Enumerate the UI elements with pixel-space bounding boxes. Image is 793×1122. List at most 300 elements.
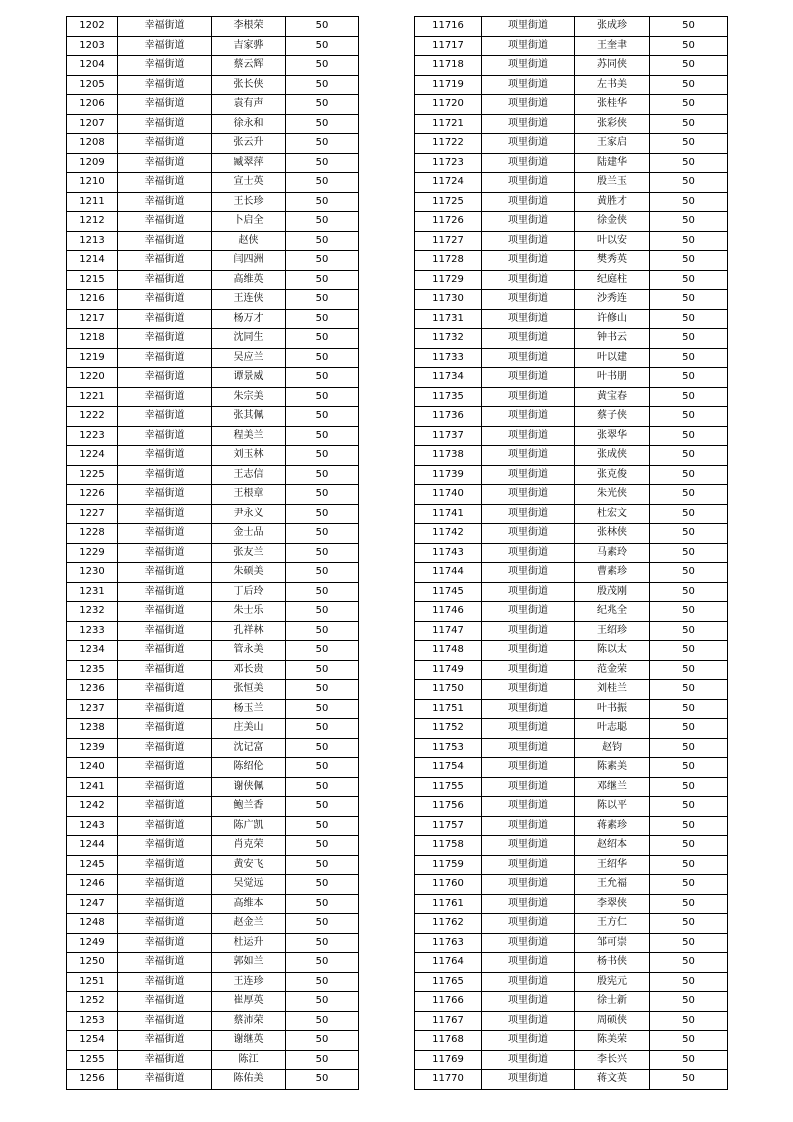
table-row: [415, 582, 728, 602]
name-cell: 周硕侠: [575, 1011, 650, 1031]
amount-cell: 50: [650, 426, 728, 446]
table-row: [67, 114, 359, 134]
table-row: [67, 582, 359, 602]
right-roster-table: [414, 16, 728, 1090]
name-cell: 尹永义: [212, 504, 286, 524]
amount-cell: 50: [286, 75, 359, 95]
street-cell: 幸福街道: [118, 446, 212, 466]
amount-cell: 50: [286, 738, 359, 758]
name-cell: 黄安飞: [212, 855, 286, 875]
amount-cell: 50: [650, 75, 728, 95]
table-row: [415, 543, 728, 563]
amount-cell: 50: [650, 758, 728, 778]
row-number-cell: 1241: [67, 777, 118, 797]
table-row: [415, 680, 728, 700]
amount-cell: 50: [286, 641, 359, 661]
amount-cell: 50: [650, 173, 728, 193]
table-row: [67, 134, 359, 154]
name-cell: 孔祥林: [212, 621, 286, 641]
street-cell: 幸福街道: [118, 212, 212, 232]
amount-cell: 50: [650, 602, 728, 622]
table-row: [415, 777, 728, 797]
table-row: [415, 836, 728, 856]
row-number-cell: 1250: [67, 953, 118, 973]
name-cell: 崔厚英: [212, 992, 286, 1012]
street-cell: 幸福街道: [118, 153, 212, 173]
street-cell: 幸福街道: [118, 75, 212, 95]
row-number-cell: 11744: [415, 563, 482, 583]
amount-cell: 50: [286, 251, 359, 271]
row-number-cell: 1247: [67, 894, 118, 914]
name-cell: 陆建华: [575, 153, 650, 173]
name-cell: 沙秀连: [575, 290, 650, 310]
street-cell: 项里街道: [482, 543, 575, 563]
row-number-cell: 11740: [415, 485, 482, 505]
row-number-cell: 11721: [415, 114, 482, 134]
table-row: [67, 329, 359, 349]
table-row: [67, 153, 359, 173]
street-cell: 幸福街道: [118, 621, 212, 641]
street-cell: 项里街道: [482, 446, 575, 466]
street-cell: 幸福街道: [118, 563, 212, 583]
name-cell: 李长兴: [575, 1050, 650, 1070]
street-cell: 项里街道: [482, 212, 575, 232]
name-cell: 王志信: [212, 465, 286, 485]
street-cell: 项里街道: [482, 894, 575, 914]
name-cell: 谢侠佩: [212, 777, 286, 797]
row-number-cell: 11720: [415, 95, 482, 115]
name-cell: 邹可崇: [575, 933, 650, 953]
table-row: [67, 641, 359, 661]
amount-cell: 50: [650, 992, 728, 1012]
table-row: [415, 134, 728, 154]
table-row: [415, 251, 728, 271]
street-cell: 幸福街道: [118, 914, 212, 934]
amount-cell: 50: [650, 95, 728, 115]
table-row: [415, 1011, 728, 1031]
street-cell: 项里街道: [482, 992, 575, 1012]
table-row: [415, 407, 728, 427]
name-cell: 赵侠: [212, 231, 286, 251]
amount-cell: 50: [286, 933, 359, 953]
street-cell: 幸福街道: [118, 641, 212, 661]
name-cell: 王长珍: [212, 192, 286, 212]
name-cell: 朱光侠: [575, 485, 650, 505]
row-number-cell: 1207: [67, 114, 118, 134]
table-row: [415, 212, 728, 232]
table-row: [415, 387, 728, 407]
street-cell: 项里街道: [482, 699, 575, 719]
table-row: [67, 816, 359, 836]
table-row: [67, 621, 359, 641]
street-cell: 幸福街道: [118, 465, 212, 485]
row-number-cell: 1204: [67, 56, 118, 76]
street-cell: 项里街道: [482, 602, 575, 622]
row-number-cell: 1240: [67, 758, 118, 778]
table-row: [67, 309, 359, 329]
amount-cell: 50: [650, 1031, 728, 1051]
name-cell: 陈佑美: [212, 1070, 286, 1090]
amount-cell: 50: [286, 972, 359, 992]
amount-cell: 50: [286, 134, 359, 154]
street-cell: 幸福街道: [118, 309, 212, 329]
amount-cell: 50: [650, 777, 728, 797]
row-number-cell: 11742: [415, 524, 482, 544]
row-number-cell: 11739: [415, 465, 482, 485]
name-cell: 陈以平: [575, 797, 650, 817]
row-number-cell: 1236: [67, 680, 118, 700]
name-cell: 陈素美: [575, 758, 650, 778]
row-number-cell: 1212: [67, 212, 118, 232]
amount-cell: 50: [650, 465, 728, 485]
row-number-cell: 1255: [67, 1050, 118, 1070]
name-cell: 马素玲: [575, 543, 650, 563]
name-cell: 王方仁: [575, 914, 650, 934]
amount-cell: 50: [286, 329, 359, 349]
name-cell: 纪庭柱: [575, 270, 650, 290]
table-row: [415, 36, 728, 56]
street-cell: 幸福街道: [118, 933, 212, 953]
amount-cell: 50: [650, 972, 728, 992]
row-number-cell: 1217: [67, 309, 118, 329]
table-row: [67, 231, 359, 251]
name-cell: 肖克荣: [212, 836, 286, 856]
amount-cell: 50: [286, 231, 359, 251]
row-number-cell: 11770: [415, 1070, 482, 1090]
table-row: [67, 56, 359, 76]
amount-cell: 50: [650, 524, 728, 544]
street-cell: 项里街道: [482, 914, 575, 934]
row-number-cell: 1223: [67, 426, 118, 446]
amount-cell: 50: [650, 251, 728, 271]
amount-cell: 50: [650, 114, 728, 134]
name-cell: 李翠侠: [575, 894, 650, 914]
street-cell: 项里街道: [482, 114, 575, 134]
amount-cell: 50: [286, 212, 359, 232]
table-row: [415, 621, 728, 641]
table-row: [415, 660, 728, 680]
row-number-cell: 1213: [67, 231, 118, 251]
name-cell: 张克俊: [575, 465, 650, 485]
street-cell: 项里街道: [482, 797, 575, 817]
street-cell: 项里街道: [482, 719, 575, 739]
street-cell: 幸福街道: [118, 875, 212, 895]
name-cell: 张恒美: [212, 680, 286, 700]
row-number-cell: 11755: [415, 777, 482, 797]
street-cell: 幸福街道: [118, 524, 212, 544]
amount-cell: 50: [286, 36, 359, 56]
street-cell: 项里街道: [482, 836, 575, 856]
table-row: [67, 1070, 359, 1090]
amount-cell: 50: [650, 680, 728, 700]
amount-cell: 50: [286, 1050, 359, 1070]
table-row: [415, 641, 728, 661]
row-number-cell: 11754: [415, 758, 482, 778]
row-number-cell: 1245: [67, 855, 118, 875]
street-cell: 项里街道: [482, 426, 575, 446]
amount-cell: 50: [650, 1011, 728, 1031]
street-cell: 幸福街道: [118, 1011, 212, 1031]
amount-cell: 50: [286, 290, 359, 310]
street-cell: 幸福街道: [118, 777, 212, 797]
name-cell: 王绍华: [575, 855, 650, 875]
amount-cell: 50: [650, 153, 728, 173]
row-number-cell: 11769: [415, 1050, 482, 1070]
street-cell: 幸福街道: [118, 582, 212, 602]
row-number-cell: 1219: [67, 348, 118, 368]
street-cell: 项里街道: [482, 407, 575, 427]
row-number-cell: 1210: [67, 173, 118, 193]
street-cell: 项里街道: [482, 660, 575, 680]
name-cell: 丁后玲: [212, 582, 286, 602]
name-cell: 殷兰玉: [575, 173, 650, 193]
street-cell: 项里街道: [482, 1050, 575, 1070]
name-cell: 苏同侠: [575, 56, 650, 76]
amount-cell: 50: [286, 173, 359, 193]
amount-cell: 50: [650, 231, 728, 251]
row-number-cell: 11745: [415, 582, 482, 602]
street-cell: 幸福街道: [118, 894, 212, 914]
row-number-cell: 11737: [415, 426, 482, 446]
amount-cell: 50: [650, 953, 728, 973]
table-row: [67, 192, 359, 212]
row-number-cell: 1252: [67, 992, 118, 1012]
table-row: [67, 290, 359, 310]
row-number-cell: 11723: [415, 153, 482, 173]
street-cell: 项里街道: [482, 738, 575, 758]
table-row: [67, 563, 359, 583]
name-cell: 高维英: [212, 270, 286, 290]
table-row: [67, 75, 359, 95]
name-cell: 纪兆全: [575, 602, 650, 622]
amount-cell: 50: [650, 797, 728, 817]
row-number-cell: 11748: [415, 641, 482, 661]
name-cell: 袁有声: [212, 95, 286, 115]
amount-cell: 50: [650, 563, 728, 583]
name-cell: 臧翠萍: [212, 153, 286, 173]
table-row: [67, 933, 359, 953]
amount-cell: 50: [650, 1070, 728, 1090]
amount-cell: 50: [286, 953, 359, 973]
street-cell: 项里街道: [482, 680, 575, 700]
amount-cell: 50: [286, 816, 359, 836]
street-cell: 项里街道: [482, 621, 575, 641]
table-row: [67, 173, 359, 193]
row-number-cell: 11743: [415, 543, 482, 563]
row-number-cell: 1253: [67, 1011, 118, 1031]
street-cell: 项里街道: [482, 17, 575, 37]
name-cell: 朱宗美: [212, 387, 286, 407]
street-cell: 项里街道: [482, 368, 575, 388]
table-row: [67, 524, 359, 544]
table-row: [67, 699, 359, 719]
table-row: [415, 972, 728, 992]
street-cell: 项里街道: [482, 972, 575, 992]
table-row: [67, 719, 359, 739]
table-row: [67, 95, 359, 115]
street-cell: 幸福街道: [118, 758, 212, 778]
row-number-cell: 11735: [415, 387, 482, 407]
row-number-cell: 11716: [415, 17, 482, 37]
amount-cell: 50: [650, 407, 728, 427]
name-cell: 陈广凯: [212, 816, 286, 836]
name-cell: 张长侠: [212, 75, 286, 95]
street-cell: 幸福街道: [118, 543, 212, 563]
row-number-cell: 1218: [67, 329, 118, 349]
row-number-cell: 1235: [67, 660, 118, 680]
table-row: [67, 680, 359, 700]
name-cell: 高维本: [212, 894, 286, 914]
table-row: [415, 270, 728, 290]
table-row: [67, 446, 359, 466]
row-number-cell: 1256: [67, 1070, 118, 1090]
name-cell: 程美兰: [212, 426, 286, 446]
amount-cell: 50: [650, 836, 728, 856]
row-number-cell: 1208: [67, 134, 118, 154]
street-cell: 项里街道: [482, 933, 575, 953]
table-row: [415, 719, 728, 739]
street-cell: 幸福街道: [118, 816, 212, 836]
name-cell: 徐士新: [575, 992, 650, 1012]
amount-cell: 50: [286, 1031, 359, 1051]
row-number-cell: 1214: [67, 251, 118, 271]
street-cell: 项里街道: [482, 387, 575, 407]
row-number-cell: 11767: [415, 1011, 482, 1031]
name-cell: 王允福: [575, 875, 650, 895]
table-row: [415, 114, 728, 134]
street-cell: 项里街道: [482, 173, 575, 193]
right-table-body: [415, 17, 728, 1090]
street-cell: 幸福街道: [118, 699, 212, 719]
amount-cell: 50: [286, 387, 359, 407]
row-number-cell: 1211: [67, 192, 118, 212]
name-cell: 陈江: [212, 1050, 286, 1070]
name-cell: 张林侠: [575, 524, 650, 544]
amount-cell: 50: [286, 407, 359, 427]
name-cell: 叶书朋: [575, 368, 650, 388]
row-number-cell: 11727: [415, 231, 482, 251]
street-cell: 项里街道: [482, 563, 575, 583]
amount-cell: 50: [286, 582, 359, 602]
row-number-cell: 11741: [415, 504, 482, 524]
name-cell: 黄宝春: [575, 387, 650, 407]
street-cell: 项里街道: [482, 36, 575, 56]
name-cell: 沈同生: [212, 329, 286, 349]
name-cell: 赵钧: [575, 738, 650, 758]
row-number-cell: 1202: [67, 17, 118, 37]
street-cell: 项里街道: [482, 485, 575, 505]
table-row: [415, 875, 728, 895]
amount-cell: 50: [286, 485, 359, 505]
row-number-cell: 1237: [67, 699, 118, 719]
amount-cell: 50: [286, 348, 359, 368]
table-row: [415, 953, 728, 973]
row-number-cell: 11763: [415, 933, 482, 953]
amount-cell: 50: [286, 1070, 359, 1090]
street-cell: 项里街道: [482, 95, 575, 115]
amount-cell: 50: [286, 426, 359, 446]
name-cell: 吴应兰: [212, 348, 286, 368]
table-row: [67, 758, 359, 778]
name-cell: 叶以安: [575, 231, 650, 251]
street-cell: 项里街道: [482, 134, 575, 154]
row-number-cell: 11726: [415, 212, 482, 232]
amount-cell: 50: [286, 465, 359, 485]
row-number-cell: 11719: [415, 75, 482, 95]
name-cell: 陈美荣: [575, 1031, 650, 1051]
name-cell: 樊秀英: [575, 251, 650, 271]
street-cell: 项里街道: [482, 192, 575, 212]
row-number-cell: 1251: [67, 972, 118, 992]
table-row: [67, 212, 359, 232]
row-number-cell: 11733: [415, 348, 482, 368]
amount-cell: 50: [286, 368, 359, 388]
street-cell: 幸福街道: [118, 1050, 212, 1070]
row-number-cell: 11732: [415, 329, 482, 349]
row-number-cell: 11717: [415, 36, 482, 56]
amount-cell: 50: [286, 660, 359, 680]
street-cell: 幸福街道: [118, 992, 212, 1012]
row-number-cell: 1226: [67, 485, 118, 505]
table-row: [415, 485, 728, 505]
table-row: [67, 875, 359, 895]
row-number-cell: 1231: [67, 582, 118, 602]
table-row: [67, 1011, 359, 1031]
row-number-cell: 11768: [415, 1031, 482, 1051]
row-number-cell: 11725: [415, 192, 482, 212]
name-cell: 蔡云辉: [212, 56, 286, 76]
street-cell: 幸福街道: [118, 134, 212, 154]
table-row: [415, 231, 728, 251]
amount-cell: 50: [650, 446, 728, 466]
table-row: [67, 504, 359, 524]
amount-cell: 50: [286, 680, 359, 700]
street-cell: 项里街道: [482, 524, 575, 544]
name-cell: 殷宪元: [575, 972, 650, 992]
row-number-cell: 1203: [67, 36, 118, 56]
street-cell: 项里街道: [482, 641, 575, 661]
table-row: [415, 56, 728, 76]
name-cell: 张友兰: [212, 543, 286, 563]
amount-cell: 50: [286, 797, 359, 817]
street-cell: 项里街道: [482, 1031, 575, 1051]
table-row: [67, 972, 359, 992]
amount-cell: 50: [286, 894, 359, 914]
amount-cell: 50: [286, 192, 359, 212]
amount-cell: 50: [650, 816, 728, 836]
left-table-body: [67, 17, 359, 1090]
street-cell: 幸福街道: [118, 1031, 212, 1051]
name-cell: 谢继英: [212, 1031, 286, 1051]
amount-cell: 50: [286, 992, 359, 1012]
row-number-cell: 11766: [415, 992, 482, 1012]
table-row: [67, 348, 359, 368]
row-number-cell: 1229: [67, 543, 118, 563]
name-cell: 蔡沛荣: [212, 1011, 286, 1031]
table-row: [415, 173, 728, 193]
name-cell: 朱硕美: [212, 563, 286, 583]
street-cell: 幸福街道: [118, 953, 212, 973]
table-row: [67, 602, 359, 622]
row-number-cell: 11758: [415, 836, 482, 856]
table-row: [67, 36, 359, 56]
name-cell: 邓继兰: [575, 777, 650, 797]
amount-cell: 50: [286, 524, 359, 544]
street-cell: 幸福街道: [118, 192, 212, 212]
table-row: [67, 251, 359, 271]
amount-cell: 50: [650, 660, 728, 680]
table-row: [67, 855, 359, 875]
